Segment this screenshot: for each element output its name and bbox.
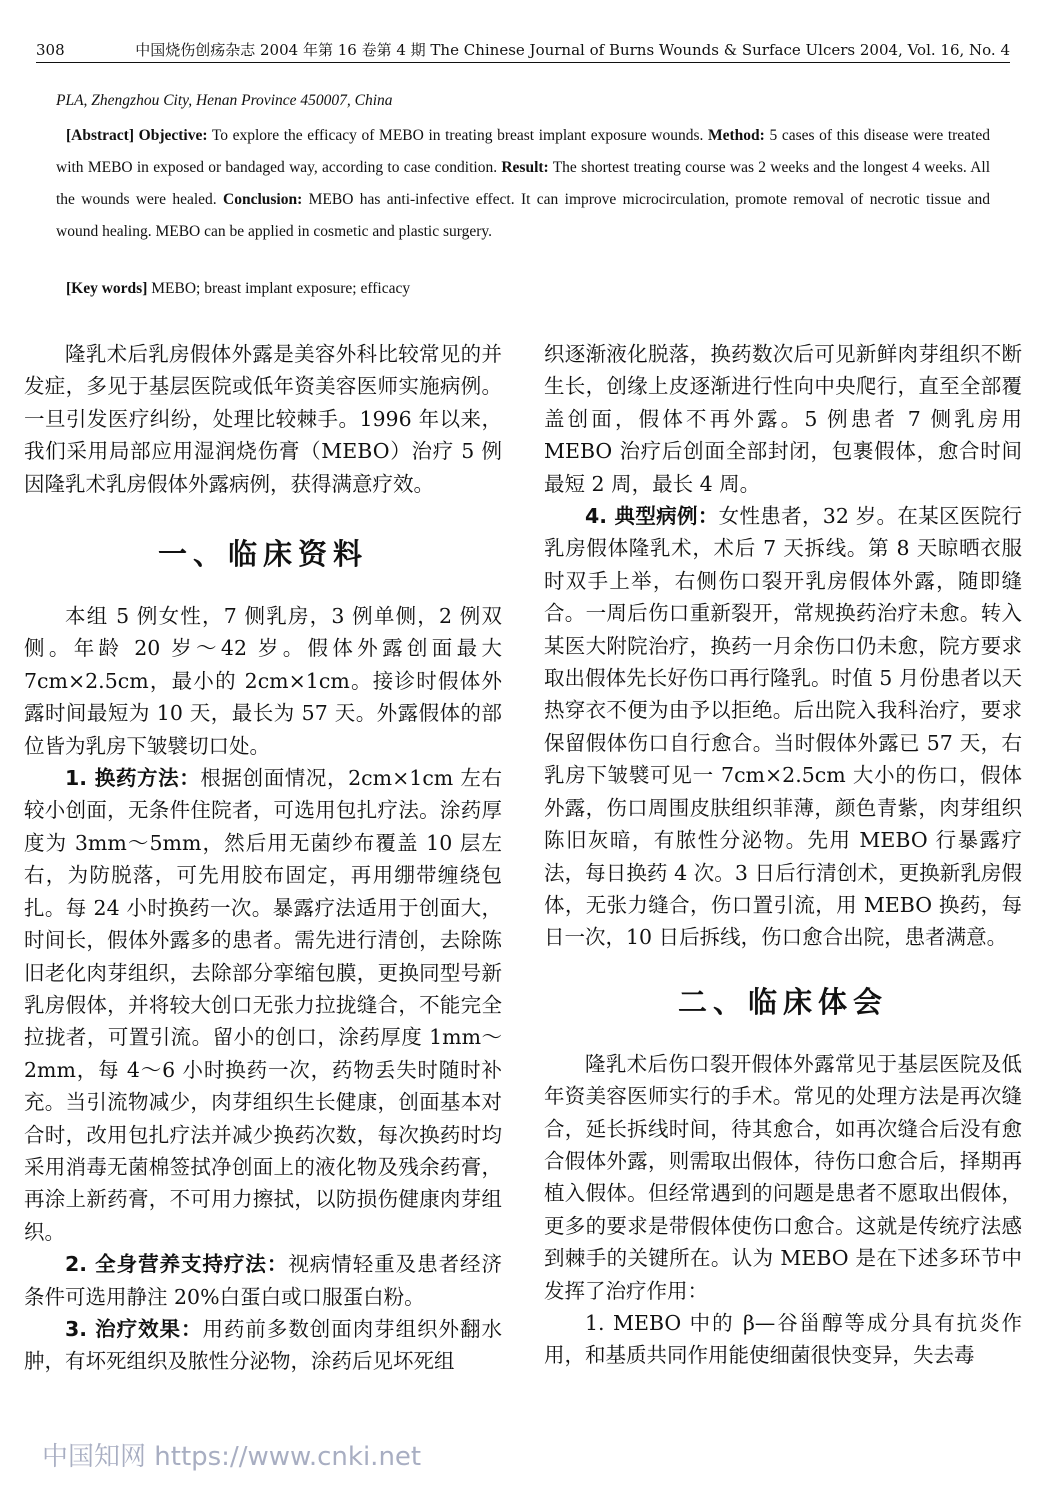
english-keywords bbox=[56, 280, 990, 298]
intro-paragraph: 隆乳术后乳房假体外露是美容外科比较常见的并发症，多见于基层医院或低年资美容医师实施病例。一旦引发医疗纠纷，处理比较棘手。1996 年以来，我们采用局部应用湿润烧伤膏（MEBO）治疗 5 例因隆乳术乳房假体外露病例，获得满意疗效。 bbox=[24, 342, 502, 496]
section-title-clinical-experience: 二、临床体会 bbox=[677, 984, 888, 1019]
affiliation: PLA, Zhengzhou City, Henan Province 450007, China bbox=[56, 92, 393, 109]
clinical-data-paragraph: 本组 5 例女性，7 侧乳房，3 例单侧，2 例双侧。年龄 20 岁～42 岁。假体外露创面最大 7cm×2.5cm，最小的 2cm×1cm。接诊时假体外露时间最短为 10 天，最长为 57 天。外露假体的部位皆为乳房下皱襞切口处。 bbox=[24, 604, 502, 758]
method-text: 5 cases of this disease were treated with MEBO in exposed or bandaged way, according to case condition. bbox=[56, 127, 990, 176]
typical-case-text: 女性患者，32 岁。在某区医院行乳房假体隆乳术，术后 7 天拆线。第 8 天晾晒衣服时双手上举，右侧伤口裂开乳房假体外露，随即缝合。一周后伤口重新裂开，常规换药治疗未愈。转入某医大附院治疗，换药一月余伤口仍未愈，院方要求取出假体先长好伤口再行隆乳。时值 5 月份患者以天热穿衣不便为由予以拒绝。后出院入我科治疗，要求保留假体伤口自行愈合。当时假体外露已 57 天，右乳房下皱襞可见一 7cm×2.5cm 大小的伤口，假体外露，伤口周围皮肤组织菲薄，颜色青紫，肉芽组织陈旧灰暗，有脓性分泌物。先用 MEBO 行暴露疗法，每日换药 4 次。3 日后行清创术，更换新乳房假体，无张力缝合，伤口置引流，用 MEBO 换药，每日一次，10 日后拆线，伤口愈合出院，患者满意。 bbox=[544, 504, 1022, 950]
treatment-effect-continued: 织逐渐液化脱落，换药数次后可见新鲜肉芽组织不断生长，创缘上皮逐渐进行性向中央爬行，直至全部覆盖创面，假体不再外露。5 例患者 7 侧乳房用 MEBO 治疗后创面全部封闭，包裹假体，愈合时间最短 2 周，最长 4 周。 bbox=[544, 342, 1022, 496]
nutrition-support-label: 2. 全身营养支持疗法： bbox=[65, 1252, 289, 1277]
keywords-text: MEBO; breast implant exposure; efficacy bbox=[151, 280, 411, 297]
mechanism-paragraph: 1. MEBO 中的 β—谷甾醇等成分具有抗炎作用，和基质共同作用能使细菌很快变异，失去毒 bbox=[544, 1310, 1022, 1368]
experience-paragraph: 隆乳术后伤口裂开假体外露常见于基层医院及低年资美容医师实行的手术。常见的处理方法是再次缝合，延长拆线时间，待其愈合，如再次缝合后没有愈合假体外露，则需取出假体，待伤口愈合后，择期再植入假体。但经常遇到的问题是患者不愿取出假体，更多的要求是带假体使伤口愈合。这就是传统疗法感到棘手的关键所在。认为 MEBO 是在下述多环节中发挥了治疗作用： bbox=[544, 1051, 1022, 1303]
running-header bbox=[36, 38, 1010, 63]
objective-text: To explore the efficacy of MEBO in treating breast implant exposure wounds. bbox=[211, 127, 704, 144]
page-number: 308 bbox=[36, 41, 65, 59]
result-label: Result: bbox=[501, 159, 549, 176]
objective-label: Objective: bbox=[138, 127, 208, 144]
cnki-watermark: 中国知网 https://www.cnki.net bbox=[42, 1442, 422, 1472]
result-text: The shortest treating course was 2 weeks and the longest 4 weeks. All the wounds were healed. bbox=[56, 159, 990, 208]
left-column bbox=[24, 338, 502, 1378]
method-label: Method: bbox=[708, 127, 765, 144]
typical-case-label: 4. 典型病例： bbox=[585, 504, 719, 529]
typical-case-paragraph bbox=[544, 500, 1022, 954]
dressing-method-label: 1. 换药方法： bbox=[65, 766, 201, 791]
treatment-effect-text: 用药前多数创面肉芽组织外翻水肿，有坏死组织及脓性分泌物，涂药后见坏死组 bbox=[24, 1316, 502, 1374]
conclusion-label: Conclusion: bbox=[223, 191, 303, 208]
dressing-method-text: 根据创面情况，2cm×1cm 左右较小创面，无条件住院者，可选用包扎疗法。涂药厚度为 3mm～5mm，然后用无菌纱布覆盖 10 层左右，为防脱落，可先用胶布固定，再用绷带缠绕包扎。每 24 小时换药一次。暴露疗法适用于创面大，时间长，假体外露多的患者。需先进行清创，去除陈旧老化肉芽组织，去除部分挛缩包膜，更换同型号新乳房假体，并将较大创口无张力拉拢缝合，不能完全拉拢者，可置引流。留小的创口，涂药厚度 1mm～2mm，每 4～6 小时换药一次，药物丢失时随时补充。当引流物减少，肉芽组织生长健康，创面基本对合时，改用包扎疗法并减少换药次数，每次换药时均采用消毒无菌棉签拭净创面上的液化物及残余药膏，再涂上新药膏，不可用力擦拭，以防损伤健康肉芽组织。 bbox=[24, 766, 502, 1244]
dressing-method-paragraph bbox=[24, 762, 502, 1248]
treatment-effect-label: 3. 治疗效果： bbox=[65, 1316, 203, 1341]
right-column bbox=[544, 338, 1022, 1372]
abstract-label: [Abstract] bbox=[66, 127, 135, 144]
journal-title: 中国烧伤创疡杂志 2004 年第 16 卷第 4 期 The Chinese Journal of Burns Wounds & Surface Ulcers 2004, Vol. 16, No. 4 bbox=[135, 41, 1010, 59]
conclusion-text: MEBO has anti-infective effect. It can improve microcirculation, promote removal of necrotic tissue and wound healing. MEBO can be applied in cosmetic and plastic surgery. bbox=[56, 191, 991, 240]
nutrition-support-text: 视病情轻重及患者经济条件可选用静注 20%白蛋白或口服蛋白粉。 bbox=[24, 1252, 502, 1309]
section-title-clinical-data: 一、临床资料 bbox=[157, 537, 368, 572]
treatment-effect-paragraph bbox=[24, 1313, 502, 1378]
english-abstract bbox=[56, 120, 990, 248]
keywords-label: [Key words] bbox=[66, 280, 148, 297]
nutrition-support-paragraph bbox=[24, 1248, 502, 1313]
